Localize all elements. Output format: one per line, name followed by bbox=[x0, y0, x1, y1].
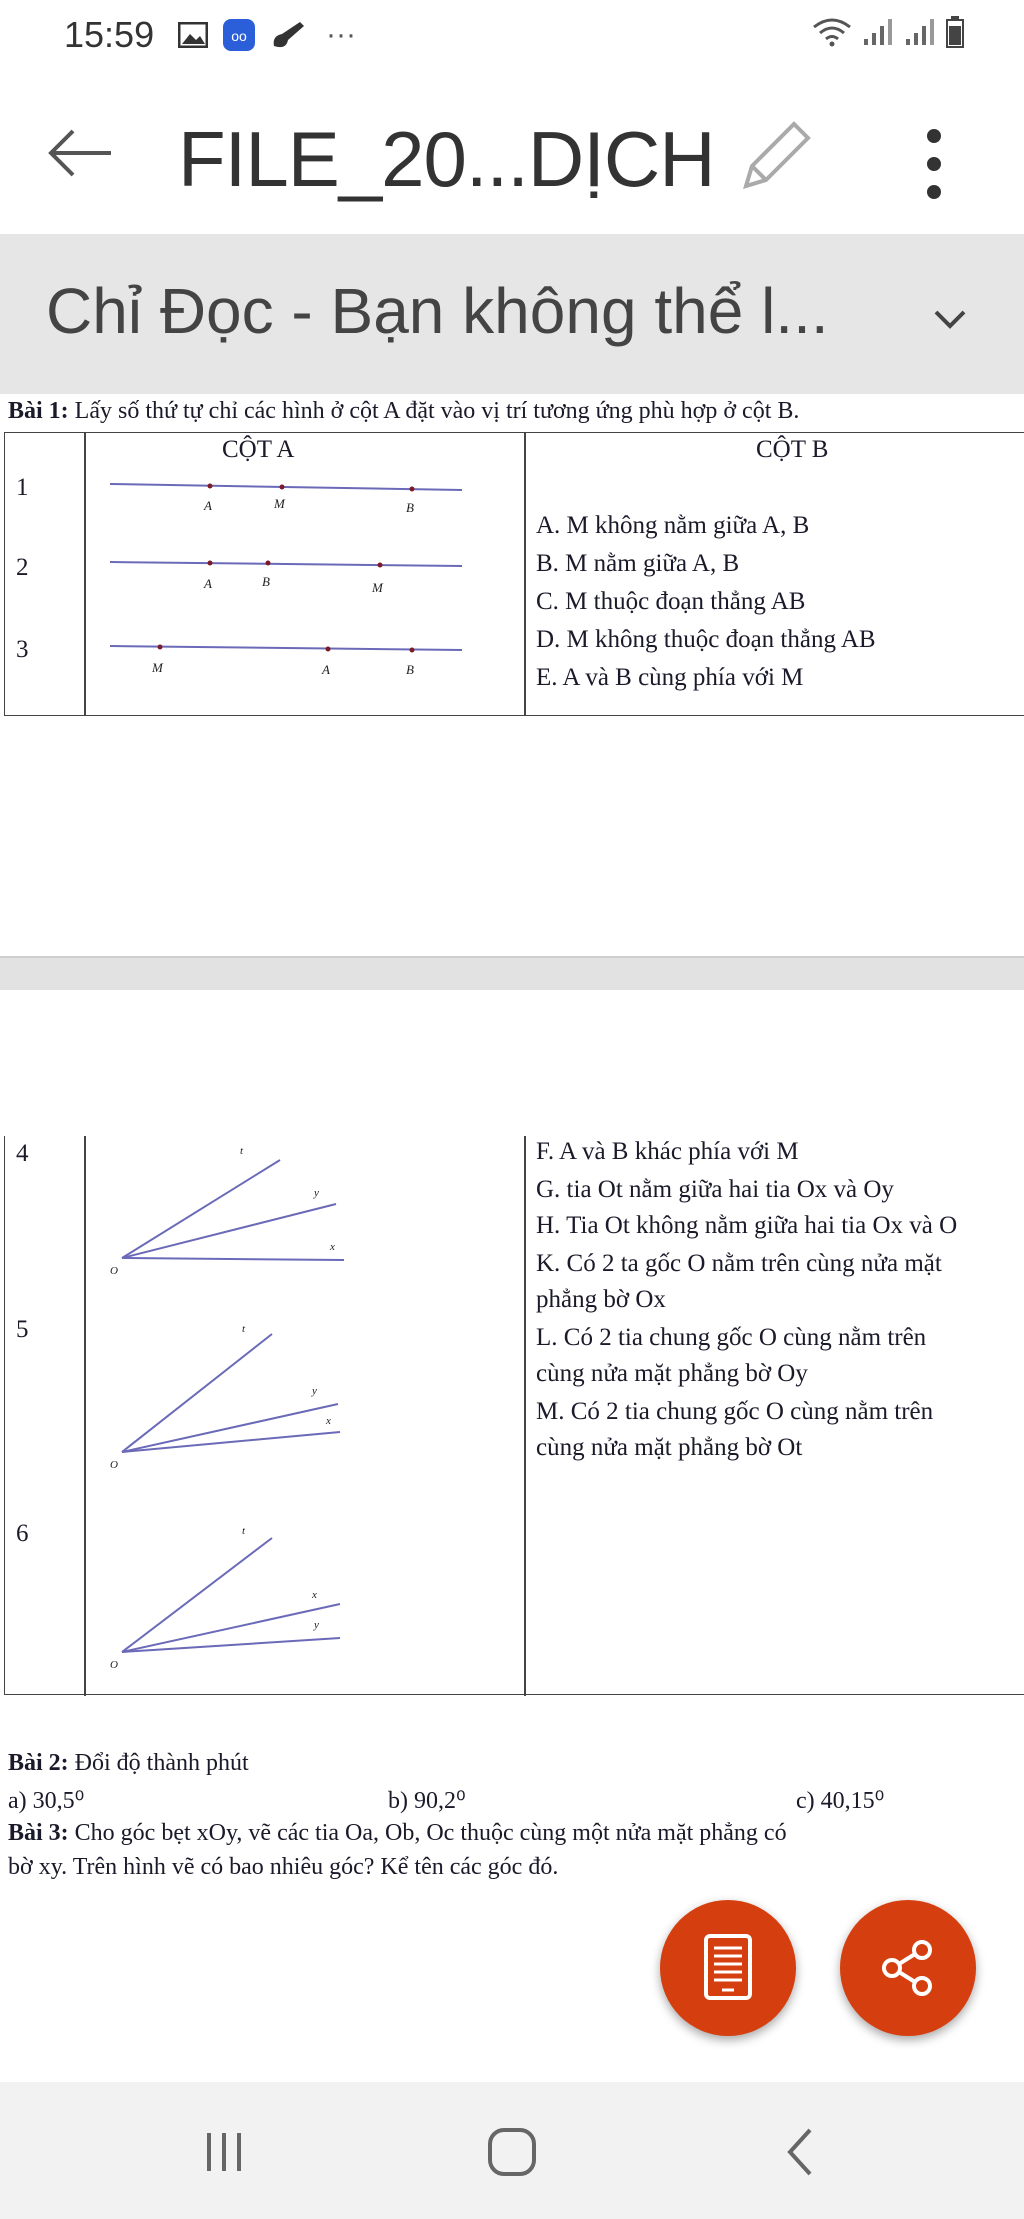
notification-icons bbox=[178, 18, 356, 52]
wifi-icon bbox=[812, 17, 852, 47]
read-only-banner-text: Chỉ Đọc - Bạn không thể l... bbox=[46, 275, 829, 347]
row-number: 1 bbox=[16, 474, 29, 501]
document-title: FILE_20...DỊCH bbox=[178, 115, 715, 203]
option-k-cont: phẳng bờ Ox bbox=[536, 1286, 666, 1313]
row-number: 6 bbox=[16, 1520, 29, 1547]
row-number: 4 bbox=[16, 1140, 29, 1167]
exercise-3-heading bbox=[8, 1820, 787, 1847]
recent-apps-icon bbox=[199, 2129, 249, 2175]
origin-label: O bbox=[110, 1265, 118, 1277]
ray-label: t bbox=[242, 1323, 246, 1335]
figure-2-segment bbox=[100, 554, 470, 624]
point-label: M bbox=[274, 496, 285, 511]
option-a: A. M không nằm giữa A, B bbox=[536, 512, 810, 539]
point-label: M bbox=[372, 580, 383, 595]
home-icon bbox=[486, 2126, 538, 2178]
ray-label: t bbox=[242, 1525, 246, 1537]
point-label: A bbox=[322, 662, 330, 677]
point-label: B bbox=[406, 662, 414, 677]
option-g: G. tia Ot nằm giữa hai tia Ox và Oy bbox=[536, 1176, 894, 1203]
exercise-2-text: Đổi độ thành phút bbox=[74, 1750, 249, 1776]
ray-label: y bbox=[314, 1187, 319, 1199]
option-l: L. Có 2 tia chung gốc O cùng nằm trên bbox=[536, 1324, 927, 1351]
status-time: 15:59 bbox=[64, 14, 155, 55]
app-notification-icon bbox=[222, 18, 256, 52]
recent-apps-button[interactable] bbox=[184, 2122, 264, 2182]
chevron-left-icon bbox=[780, 2126, 820, 2178]
option-m: M. Có 2 tia chung gốc O cùng nằm trên bbox=[536, 1398, 934, 1425]
back-button[interactable] bbox=[40, 118, 120, 188]
ray-label: y bbox=[312, 1385, 317, 1397]
system-navigation-bar bbox=[0, 2082, 1024, 2219]
share-button[interactable] bbox=[840, 1900, 976, 2036]
option-d: D. M không thuộc đoạn thẳng AB bbox=[536, 626, 876, 653]
option-h: H. Tia Ot không nằm giữa hai tia Ox và O bbox=[536, 1212, 958, 1239]
figure-5-angles bbox=[100, 1320, 360, 1480]
table-divider bbox=[524, 432, 526, 716]
app-bar bbox=[0, 76, 1024, 234]
back-arrow-icon bbox=[47, 128, 113, 178]
banner-expand-button[interactable] bbox=[920, 290, 980, 350]
system-status-icons bbox=[812, 16, 964, 48]
more-vertical-icon bbox=[904, 124, 964, 204]
point-label: A bbox=[204, 576, 212, 591]
row-number: 2 bbox=[16, 554, 29, 581]
option-c: C. M thuộc đoạn thẳng AB bbox=[536, 588, 806, 615]
home-button[interactable] bbox=[472, 2122, 552, 2182]
read-only-banner[interactable] bbox=[0, 234, 1024, 394]
ray-label: t bbox=[240, 1145, 244, 1157]
figure-6-angles bbox=[100, 1520, 360, 1680]
column-a-header: CỘT A bbox=[222, 436, 295, 463]
signal-1-icon bbox=[862, 17, 894, 47]
option-m-cont: cùng nửa mặt phẳng bờ Ot bbox=[536, 1434, 803, 1461]
exercise-1-label: Bài 1: bbox=[8, 398, 69, 424]
exercise-3-text: Cho góc bẹt xOy, vẽ các tia Oa, Ob, Oc thuộc cùng một nửa mặt phẳng có bbox=[74, 1820, 787, 1846]
document-page-1 bbox=[0, 394, 1024, 954]
origin-label: O bbox=[110, 1659, 118, 1671]
ray-label: y bbox=[314, 1619, 319, 1631]
signal-2-icon bbox=[904, 17, 936, 47]
option-f: F. A và B khác phía với M bbox=[536, 1138, 799, 1165]
ray-label: x bbox=[326, 1415, 331, 1427]
svg-text:oo: oo bbox=[231, 28, 247, 44]
table-divider bbox=[84, 432, 86, 716]
reader-mode-icon bbox=[700, 1932, 756, 2004]
ray-label: x bbox=[330, 1241, 335, 1253]
option-b: B. M nằm giữa A, B bbox=[536, 550, 740, 577]
figure-4-angles bbox=[100, 1140, 360, 1290]
table-divider bbox=[84, 1136, 86, 1696]
point-label: A bbox=[204, 498, 212, 513]
reader-mode-button[interactable] bbox=[660, 1900, 796, 2036]
brush-icon bbox=[270, 20, 306, 50]
column-b-header: CỘT B bbox=[756, 436, 829, 463]
point-label: B bbox=[406, 500, 414, 515]
more-notifications: ··· bbox=[326, 18, 356, 51]
table-divider bbox=[524, 1136, 526, 1696]
chevron-down-icon bbox=[920, 290, 980, 350]
more-options-button[interactable] bbox=[904, 124, 964, 204]
row-number: 3 bbox=[16, 636, 29, 663]
exercise-3-text-cont: bờ xy. Trên hình vẽ có bao nhiêu góc? Kể tên các góc đó. bbox=[8, 1854, 559, 1880]
page-separator bbox=[0, 956, 1024, 994]
exercise-2b: b) 90,2⁰ bbox=[388, 1788, 466, 1814]
row-number: 5 bbox=[16, 1316, 29, 1343]
exercise-1-heading bbox=[8, 398, 799, 425]
option-k: K. Có 2 ta gốc O nằm trên cùng nửa mặt bbox=[536, 1250, 942, 1277]
exercise-3-label: Bài 3: bbox=[8, 1820, 69, 1846]
exercise-2a: a) 30,5⁰ bbox=[8, 1788, 85, 1814]
exercise-2-label: Bài 2: bbox=[8, 1750, 69, 1776]
edit-button[interactable] bbox=[736, 116, 816, 196]
status-bar bbox=[0, 0, 1024, 76]
gallery-icon bbox=[178, 22, 208, 48]
ray-label: x bbox=[312, 1589, 317, 1601]
exercise-1-text: Lấy số thứ tự chỉ các hình ở cột A đặt vào vị trí tương ứng phù hợp ở cột B. bbox=[74, 398, 800, 424]
exercise-2c: c) 40,15⁰ bbox=[796, 1788, 885, 1814]
point-label: M bbox=[152, 660, 163, 675]
point-label: B bbox=[262, 574, 270, 589]
option-l-cont: cùng nửa mặt phẳng bờ Oy bbox=[536, 1360, 808, 1387]
figure-3-segment bbox=[100, 634, 470, 704]
origin-label: O bbox=[110, 1459, 118, 1471]
battery-icon bbox=[946, 16, 964, 48]
figure-1-segment bbox=[100, 474, 470, 544]
back-nav-button[interactable] bbox=[760, 2122, 840, 2182]
exercise-2-heading bbox=[8, 1750, 249, 1777]
option-e: E. A và B cùng phía với M bbox=[536, 664, 804, 691]
share-icon bbox=[876, 1936, 940, 2000]
pencil-icon bbox=[736, 116, 816, 196]
